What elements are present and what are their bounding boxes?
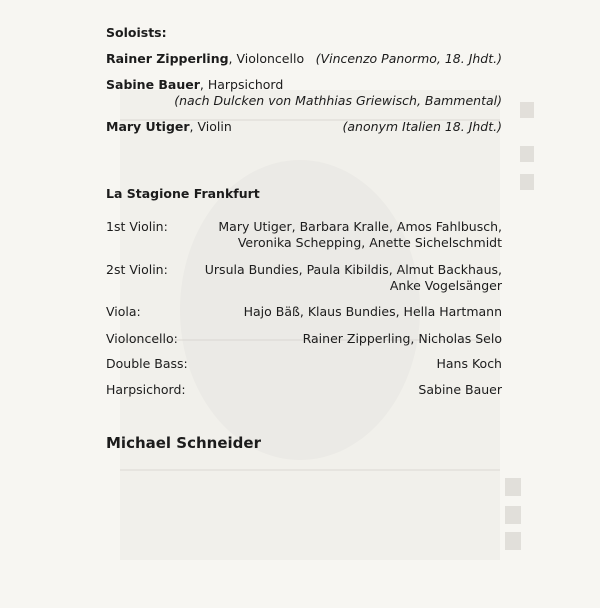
section-row-harpsichord xyxy=(106,381,502,399)
soloist-instrument: (Vincenzo Panormo, 18. Jhdt.) xyxy=(315,51,502,66)
section-label: Violoncello: xyxy=(106,331,178,346)
soloist-role: , Violoncello xyxy=(228,51,305,66)
soloist-row xyxy=(106,118,502,136)
soloist-row xyxy=(106,50,502,68)
section-members: Hajo Bäß, Klaus Bundies, Hella Hartmann xyxy=(243,304,502,319)
credits-page xyxy=(106,0,502,608)
section-label: 1st Violin: xyxy=(106,219,168,234)
section-row-violoncello xyxy=(106,330,502,348)
section-members: Anke Vogelsänger xyxy=(389,278,502,293)
section-members: Ursula Bundies, Paula Kibildis, Almut Backhaus, xyxy=(204,262,502,277)
soloist-instrument: (nach Dulcken von Mathhias Griewisch, Bammental) xyxy=(174,93,502,108)
ensemble-name: La Stagione Frankfurt xyxy=(106,186,260,201)
section-label: Harpsichord: xyxy=(106,382,186,397)
conductor-name: Michael Schneider xyxy=(106,434,261,452)
soloist-name: Mary Utiger xyxy=(106,119,190,134)
soloists-heading: Soloists: xyxy=(106,25,167,40)
section-members: Rainer Zipperling, Nicholas Selo xyxy=(302,331,502,346)
soloist-name: Sabine Bauer xyxy=(106,77,200,92)
soloist-name: Rainer Zipperling xyxy=(106,51,229,66)
section-members: Mary Utiger, Barbara Kralle, Amos Fahlbusch, xyxy=(218,219,502,234)
soloist-role: , Violin xyxy=(189,119,232,134)
section-label: Double Bass: xyxy=(106,356,188,371)
section-label: 2st Violin: xyxy=(106,262,168,277)
section-row-double-bass xyxy=(106,355,502,373)
section-members: Sabine Bauer xyxy=(418,382,502,397)
section-label: Viola: xyxy=(106,304,141,319)
soloist-role: , Harpsichord xyxy=(199,77,284,92)
section-members: Hans Koch xyxy=(436,356,502,371)
soloist-instrument: (anonym Italien 18. Jhdt.) xyxy=(342,119,502,134)
section-members: Veronika Schepping, Anette Sichelschmidt xyxy=(237,235,502,250)
section-row-viola xyxy=(106,303,502,321)
